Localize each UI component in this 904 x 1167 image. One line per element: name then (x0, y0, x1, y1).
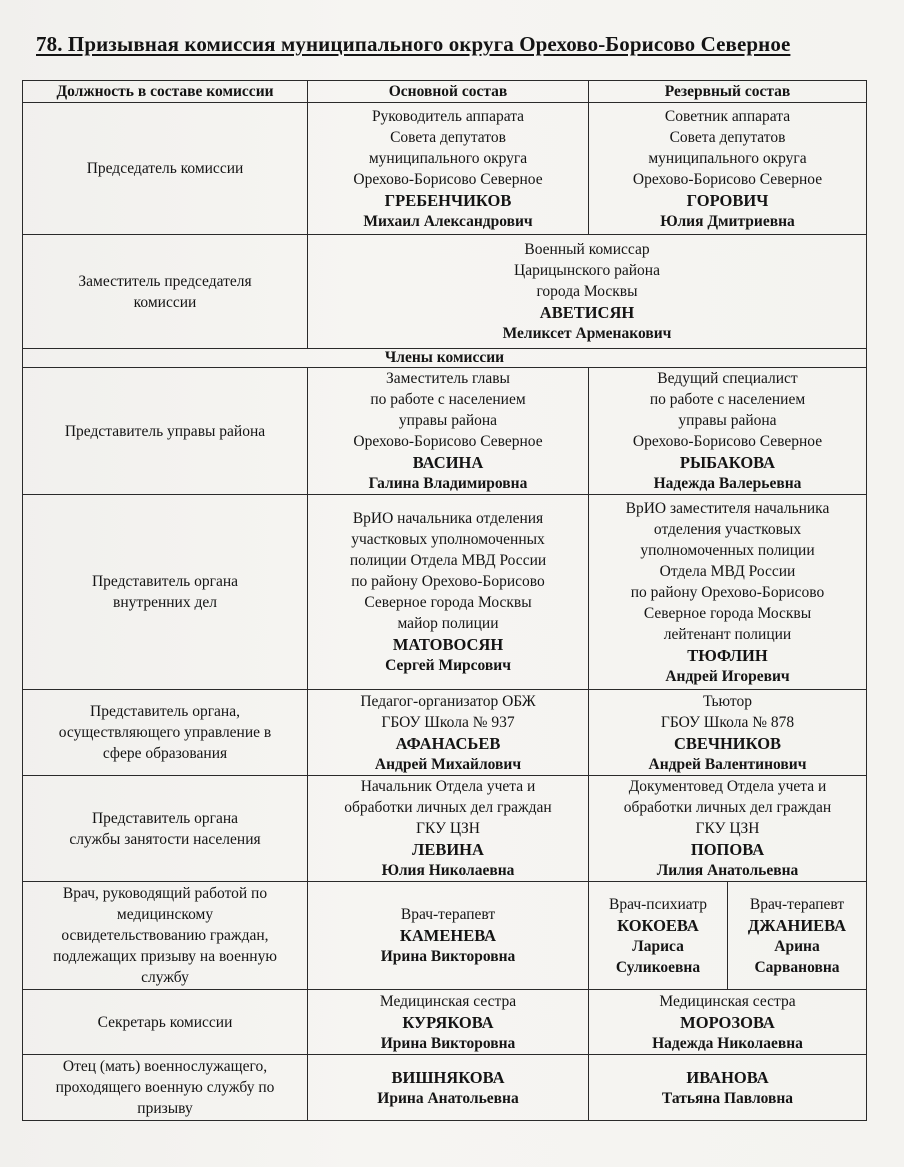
member-surname: АФАНАСЬЕВ (395, 733, 501, 753)
role-cell: Отец (мать) военнослужащего, проходящего военную службу по призыву (23, 1055, 308, 1121)
member-given-name: Ирина Анатольевна (377, 1089, 519, 1107)
member-given-name: Андрей Михайлович (374, 755, 522, 773)
member-surname: КОКОЕВА (617, 915, 699, 935)
member-surname: МАТОВОСЯН (392, 635, 504, 654)
table-row (23, 235, 867, 349)
member-surname: КУРЯКОВА (402, 1012, 494, 1032)
role-cell: Представитель органа службы занятости населения (23, 776, 308, 882)
member-given-name: Ирина Викторовна (380, 1034, 516, 1052)
member-given-name: Сергей Мирсович (385, 657, 511, 674)
table-row (23, 1055, 867, 1121)
member-position: Врач-терапевт (749, 895, 845, 913)
role-cell: Представитель органа внутренних дел (23, 495, 308, 690)
member-given-name: Андрей Игоревич (665, 667, 790, 685)
header-main: Основной состав (308, 81, 589, 103)
member-surname: РЫБАКОВА (679, 453, 776, 472)
table-row (23, 882, 867, 990)
member-position: Документовед Отдела учета и обработки личных дел граждан ГКУ ЦЗН (623, 778, 832, 837)
member-given-name: Михаил Александрович (363, 212, 533, 230)
member-given-name: Надежда Николаевна (652, 1034, 803, 1052)
member-given-name: Татьяна Павловна (661, 1089, 794, 1107)
member-position: Заместитель главы по работе с населением управы района Орехово-Борисово Северное (353, 370, 543, 450)
reserve-member-cell (589, 776, 867, 882)
member-surname: ЛЕВИНА (412, 840, 484, 859)
member-position: Начальник Отдела учета и обработки личных дел граждан ГКУ ЦЗН (344, 778, 552, 837)
reserve-member-cell (589, 882, 867, 990)
member-given-name: Лилия Анатольевна (656, 862, 799, 879)
table-row (23, 990, 867, 1055)
main-member-cell (308, 990, 589, 1055)
member-surname: ВИШНЯКОВА (391, 1067, 505, 1087)
member-position: Ведущий специалист по работе с населением управы района Орехово-Борисово Северное (632, 370, 823, 450)
member-given-name: Меликсет Арменакович (502, 325, 672, 342)
member-given-name: Лариса Суликоевна (615, 937, 701, 976)
main-member-cell (308, 235, 867, 349)
table-row (23, 103, 867, 235)
member-given-name: Ирина Викторовна (380, 948, 516, 965)
member-given-name: Арина Сарвановна (754, 937, 840, 976)
main-member-cell (308, 1055, 589, 1121)
member-surname: ВАСИНА (412, 453, 484, 472)
reserve-member-a (589, 882, 728, 989)
member-position: Врач-терапевт (400, 906, 496, 923)
role-cell: Представитель органа, осуществляющего управление в сфере образования (23, 690, 308, 776)
reserve-split-table (589, 882, 866, 989)
member-given-name: Андрей Валентинович (648, 755, 807, 773)
role-cell: Заместитель председателя комиссии (23, 235, 308, 349)
member-position: ВрИО заместителя начальника отделения участковых уполномоченных полиции Отдела МВД России по району Орехово-Борисово Северное города Москвы лейтенант полиции (625, 499, 830, 643)
table-header-row (23, 81, 867, 103)
member-surname: АВЕТИСЯН (539, 303, 635, 322)
page-title: 78. Призывная комиссия муниципального округа Орехово-Борисово Северное (36, 32, 791, 56)
member-position: Тьютор ГБОУ Школа № 878 (660, 692, 795, 731)
member-given-name: Надежда Валерьевна (653, 475, 802, 492)
reserve-member-cell (589, 368, 867, 495)
member-given-name: Юлия Дмитриевна (660, 212, 795, 230)
member-position: ВрИО начальника отделения участковых уполномоченных полиции Отдела МВД России по району Орехово-Борисово Северное города Москвы майор полиции (349, 510, 547, 632)
reserve-member-cell (589, 690, 867, 776)
reserve-member-cell (589, 1055, 867, 1121)
main-member-cell (308, 495, 589, 690)
main-member-cell (308, 690, 589, 776)
main-member-cell (308, 103, 589, 235)
member-position: Педагог-организатор ОБЖ ГБОУ Школа № 937 (360, 692, 536, 731)
member-position: Руководитель аппарата Совета депутатов муниципального округа Орехово-Борисово Северное (353, 107, 543, 188)
main-member-cell (308, 368, 589, 495)
member-position: Врач-психиатр (608, 895, 707, 913)
reserve-member-cell (589, 495, 867, 690)
member-given-name: Юлия Николаевна (381, 862, 515, 879)
member-surname: СВЕЧНИКОВ (673, 733, 782, 753)
header-reserve: Резервный состав (589, 81, 867, 103)
main-member-cell (308, 882, 589, 990)
members-heading: Члены комиссии (23, 349, 867, 368)
member-surname: ИВАНОВА (686, 1067, 769, 1087)
reserve-member-cell (589, 103, 867, 235)
member-position: Советник аппарата Совета депутатов муниципального округа Орехово-Борисово Северное (632, 107, 823, 188)
member-surname: ПОПОВА (690, 840, 765, 859)
table-row (23, 776, 867, 882)
role-cell: Врач, руководящий работой по медицинскому освидетельствованию граждан, подлежащих призыву на военную службу (23, 882, 308, 990)
member-surname: КАМЕНЕВА (399, 926, 497, 945)
member-surname: ДЖАНИЕВА (747, 915, 847, 935)
role-cell: Секретарь комиссии (23, 990, 308, 1055)
role-cell: Представитель управы района (23, 368, 308, 495)
member-position: Военный комиссар Царицынского района города Москвы (514, 241, 660, 300)
section-heading-row (23, 349, 867, 368)
commission-table (22, 80, 867, 1121)
reserve-member-cell (589, 990, 867, 1055)
table-row (23, 495, 867, 690)
member-position: Медицинская сестра (379, 992, 517, 1010)
member-surname: ТЮФЛИН (687, 645, 768, 665)
header-position: Должность в составе комиссии (23, 81, 308, 103)
member-given-name: Галина Владимировна (368, 475, 528, 492)
member-surname: ГОРОВИЧ (686, 190, 769, 210)
main-member-cell (308, 776, 589, 882)
member-surname: ГРЕБЕНЧИКОВ (384, 190, 512, 210)
role-cell: Председатель комиссии (23, 103, 308, 235)
table-row (23, 690, 867, 776)
member-position: Медицинская сестра (659, 992, 796, 1010)
table-row (23, 368, 867, 495)
reserve-member-b (728, 882, 867, 989)
member-surname: МОРОЗОВА (680, 1012, 775, 1032)
